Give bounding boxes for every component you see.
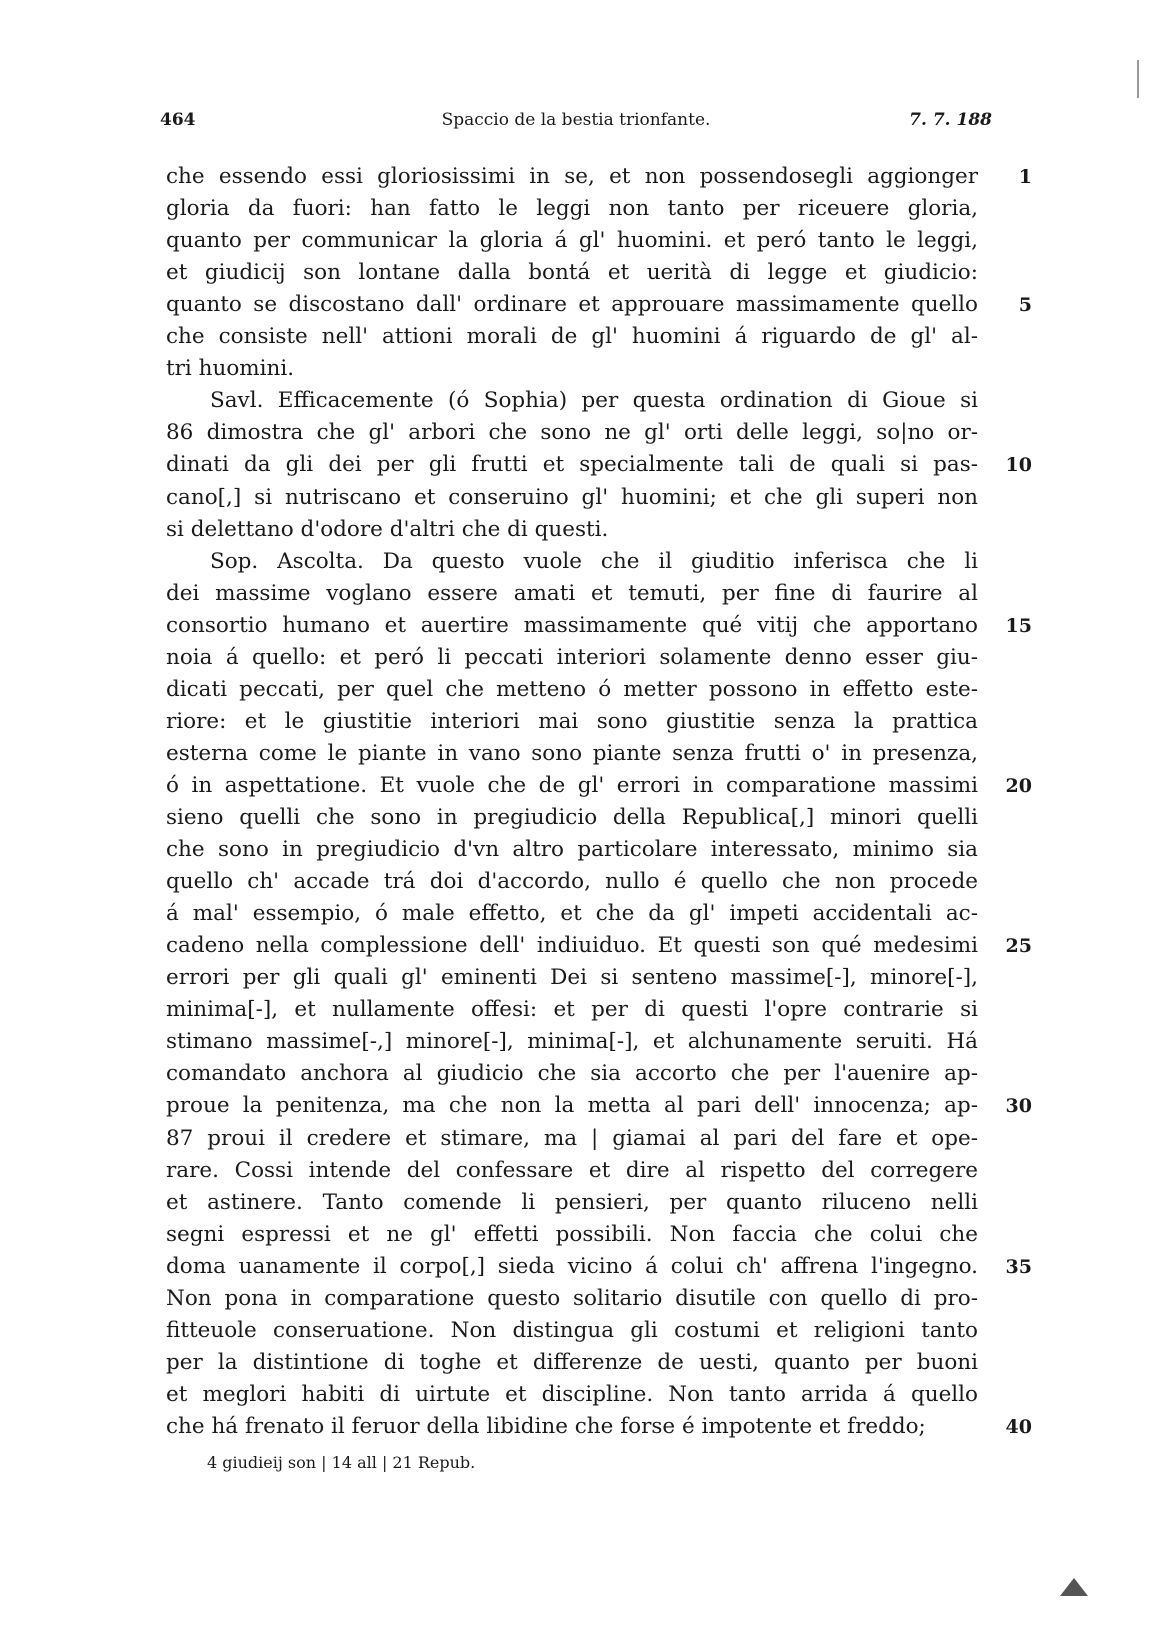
text-line: dicati peccati, per quel che metteno ó metter possono in effetto este- [166, 676, 978, 702]
text-line: per la distintione di toghe et differenze de uesti, quanto per buoni [166, 1349, 978, 1375]
text-line: Savl. Efficacemente (ó Sophia) per questa ordination di Gioue si [210, 388, 978, 414]
running-title: Spaccio de la bestia trionfante. [441, 110, 711, 130]
text-line: Non pona in comparatione questo solitario disutile con quello di pro- [166, 1285, 978, 1311]
text-line: cano[,] si nutriscano et conseruino gl' huomini; et che gli superi non [166, 484, 978, 510]
text-line: et astinere. Tanto comende li pensieri, per quanto riluceno nelli [166, 1189, 978, 1215]
scan-corner-mark [1060, 1578, 1088, 1596]
page-header [160, 110, 992, 134]
line-number: 40 [1005, 1415, 1032, 1438]
line-number: 15 [1005, 614, 1032, 637]
text-line: quanto per communicar la gloria á gl' huomini. et peró tanto le leggi, [166, 228, 978, 254]
text-line: quanto se discostano dall' ordinare et approuare massimamente quello [166, 292, 978, 318]
line-number: 20 [1005, 774, 1032, 797]
text-line: fitteuole conseruatione. Non distingua gli costumi et religioni tanto [166, 1317, 978, 1343]
scan-edge-mark [1137, 60, 1139, 98]
text-line: proue la penitenza, ma che non la metta al pari dell' innocenza; ap- [166, 1093, 978, 1119]
line-number: 1 [1018, 166, 1032, 188]
text-line: gloria da fuori: han fatto le leggi non tanto per riceuere gloria, [166, 196, 978, 222]
text-line: segni espressi et ne gl' effetti possibili. Non faccia che colui che [166, 1221, 978, 1247]
text-line: noia á quello: et peró li peccati interiori solamente denno esser giu- [166, 644, 978, 670]
line-number: 10 [1005, 454, 1032, 477]
header-reference: 7. 7. 188 [909, 110, 992, 130]
text-line: che há frenato il feruor della libidine che forse é impotente et freddo; [166, 1413, 926, 1439]
line-number: 30 [1005, 1095, 1032, 1118]
text-line: sieno quelli che sono in pregiudicio della Republica[,] minori quelli [166, 805, 978, 830]
text-line: 86 dimostra che gl' arbori che sono ne gl' orti delle leggi, so|no or- [166, 420, 978, 446]
text-line: riore: et le giustitie interiori mai sono giustitie senza la prattica [166, 708, 978, 734]
text-line: dinati da gli dei per gli frutti et specialmente tali de quali si pas- [166, 452, 978, 478]
line-number: 35 [1005, 1255, 1032, 1278]
text-line: che consiste nell' attioni morali de gl' huomini á riguardo de gl' al- [166, 324, 978, 350]
text-line: consortio humano et auertire massimamente qué vitij che apportano [166, 612, 978, 638]
text-line: et meglori habiti di uirtute et discipline. Non tanto arrida á quello [166, 1381, 978, 1407]
footnote: 4 giudieij son | 14 all | 21 Repub. [207, 1453, 476, 1472]
line-number: 5 [1018, 294, 1032, 317]
line-number: 25 [1005, 935, 1032, 958]
text-line: rare. Cossi intende del confessare et dire al rispetto del corregere [166, 1157, 978, 1183]
text-line: si delettano d'odore d'altri che di questi. [166, 516, 609, 542]
text-line: che essendo essi gloriosissimi in se, et non possendosegli aggionger [166, 164, 978, 189]
text-line: minima[-], et nullamente offesi: et per di questi l'opre contrarie si [166, 997, 978, 1023]
text-line: dei massime voglano essere amati et temuti, per fine di faurire al [166, 580, 978, 606]
page-number: 464 [160, 110, 196, 130]
text-line: comandato anchora al giudicio che sia accorto che per l'auenire ap- [166, 1061, 978, 1087]
text-line: 87 proui il credere et stimare, ma | giamai al pari del fare et ope- [166, 1125, 978, 1151]
text-line: doma uanamente il corpo[,] sieda vicino á colui ch' affrena l'ingegno. [166, 1253, 978, 1279]
text-line: et giudicij son lontane dalla bontá et uerità di legge et giudicio: [166, 260, 978, 286]
text-line: Sop. Ascolta. Da questo vuole che il giuditio inferisca che li [210, 548, 978, 574]
text-line: quello ch' accade trá doi d'accordo, nullo é quello che non procede [166, 869, 978, 895]
text-line: errori per gli quali gl' eminenti Dei si senteno massime[-], minore[-], [166, 965, 978, 991]
text-line: cadeno nella complessione dell' indiuiduo. Et questi son qué medesimi [166, 933, 978, 959]
text-line: stimano massime[-,] minore[-], minima[-], et alchunamente seruiti. Há [166, 1029, 978, 1055]
text-line: che sono in pregiudicio d'vn altro particolare interessato, minimo sia [166, 837, 978, 863]
text-line: ó in aspettatione. Et vuole che de gl' errori in comparatione massimi [166, 772, 978, 798]
text-line: esterna come le piante in vano sono piante senza frutti o' in presenza, [166, 740, 978, 766]
text-line: á mal' essempio, ó male effetto, et che da gl' impeti accidentali ac- [166, 901, 978, 927]
text-line: tri huomini. [166, 356, 295, 382]
